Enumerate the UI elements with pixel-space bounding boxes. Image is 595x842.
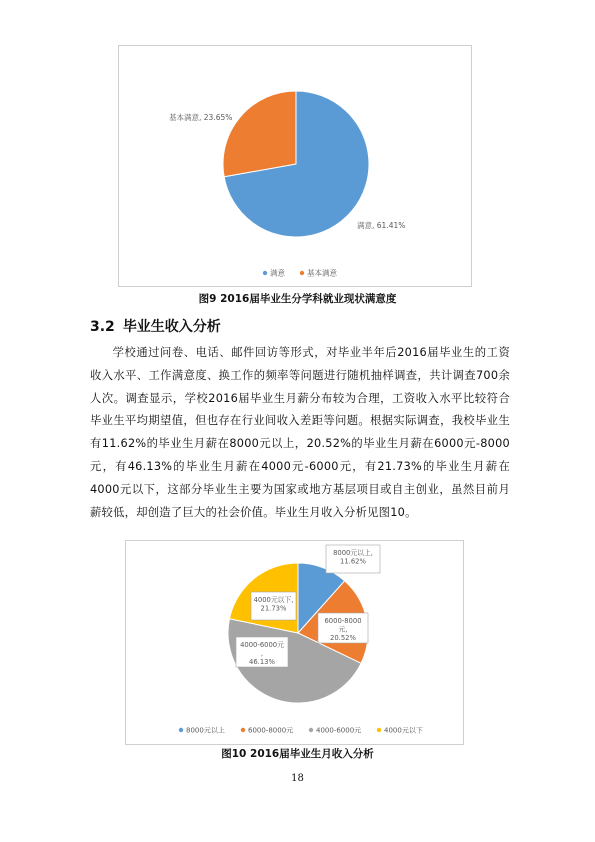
figure-10-caption: 图10 2016届毕业生月收入分析 — [221, 748, 374, 760]
pie-data-label: 基本满意, 23.65% — [169, 113, 233, 122]
section-title: 毕业生收入分析 — [122, 319, 221, 335]
section-number: 3.2 — [90, 319, 115, 335]
body-paragraph: 学校通过问卷、电话、邮件回访等形式，对毕业半年后2016届毕业生的工资收入水平、工作满意度、换工作的频率等问题进行随机抽样调查，共计调查700余人次。调查显示，学校2016届毕业生月薪分布较为合理，工资收入水平比较符合毕业生平均期望值，但也存在行业间收入差距等问题。根据实际调查，我校毕业生有11.62%的毕业生月薪在8000元以上，20.52%的毕业生月薪在6000元-8000元，有46.13%的毕业生月薪在4000元-6000元，有21.73%的毕业生月薪在4000元以下，这部分毕业生主要为国家或地方基层项目或自主创业，虽然目前月薪较低，却创造了巨大的社会价值。毕业生月收入分析见图10。 — [90, 346, 510, 519]
legend-marker — [309, 728, 313, 732]
callout-category-label: 4000-6000元 — [240, 641, 284, 649]
legend-item: 4000-6000元 — [316, 726, 362, 735]
legend-marker — [241, 728, 245, 732]
section-heading — [90, 316, 229, 336]
figure-9-caption: 图9 2016届毕业生分学科就业现状满意度 — [198, 293, 397, 305]
figure-9-legend — [263, 268, 338, 278]
figure-10-legend — [179, 726, 423, 735]
callout-category-label: 4000元以下, — [253, 596, 294, 604]
callout-category-label: 6000-8000 — [324, 617, 362, 625]
legend-marker — [300, 271, 304, 275]
callout-category-label: , — [260, 649, 264, 658]
callout-category-label: 元, — [338, 625, 348, 634]
figure-10-pie-svg — [126, 541, 463, 744]
legend-item: 基本满意 — [307, 268, 337, 278]
legend-item: 8000元以上 — [186, 726, 225, 735]
callout-value-label: 11.62% — [340, 557, 366, 566]
callout-value-label: 46.13% — [249, 658, 275, 666]
callout-category-label: 8000元以上, — [333, 549, 373, 557]
callout-value-label: 21.73% — [260, 604, 287, 613]
callout-value-label: 20.52% — [330, 634, 356, 642]
pie-data-label: 满意, 61.41% — [357, 221, 406, 230]
pie-slice — [223, 91, 296, 177]
page-number: 18 — [291, 773, 304, 784]
figure-9-chart — [118, 45, 472, 287]
legend-item: 满意 — [270, 268, 285, 278]
figure-10-chart — [125, 540, 464, 745]
legend-marker — [263, 271, 267, 275]
legend-item: 4000元以下 — [384, 726, 423, 735]
legend-item: 6000-8000元 — [248, 726, 294, 735]
legend-marker — [377, 728, 381, 732]
figure-9-pie-svg — [119, 46, 471, 286]
legend-marker — [179, 728, 183, 732]
